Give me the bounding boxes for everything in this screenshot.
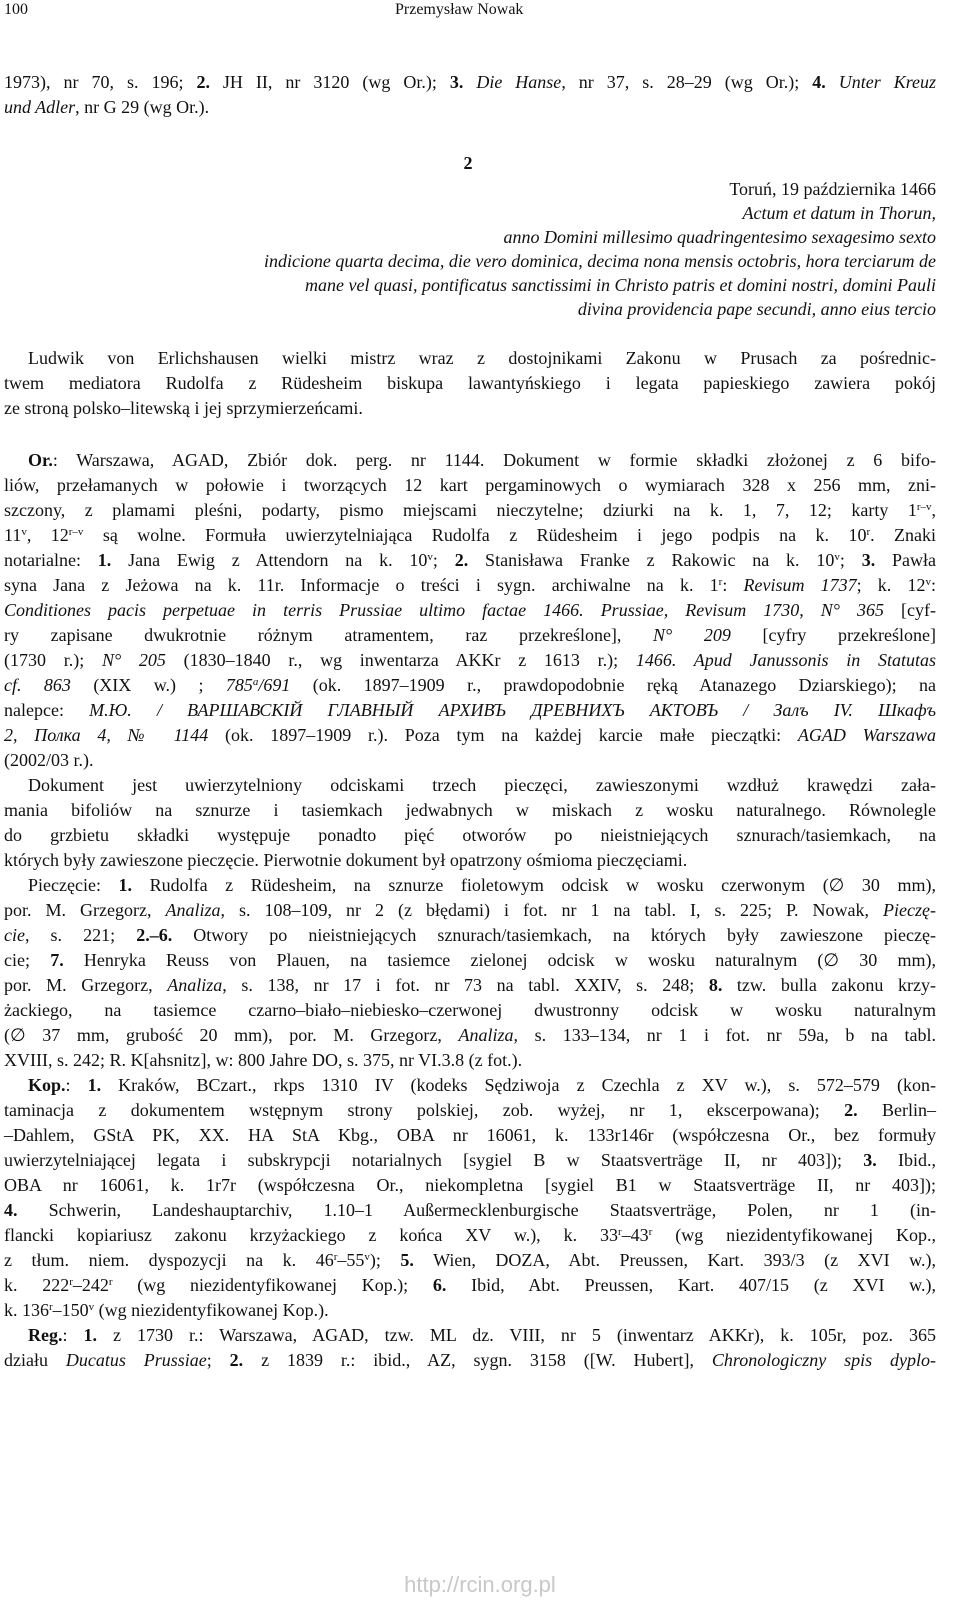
copies-line: flancki kopiariusz zakonu krzyżackiego z końca XV w.), k. 33$^r$–43$^r$ (wg niezidentyfikowanej Kop.,	[4, 1225, 936, 1245]
regest-line: Ludwik von Erlichshausen wielki mistrz wraz z dostojnikami Zakonu w Prusach za pośrednic-	[28, 348, 936, 368]
original-description-line: nalepce: M.Ю. / ВАРШАВСКIЙ ГЛАВНЫЙ АРХИВЪ ДРЕВНИХЪ АКТОВЪ / Залъ IV. Шкафъ	[4, 700, 936, 720]
copies-line: k. 136$^r$–150$^v$ (wg niezidentyfikowanej Kop.).	[4, 1300, 329, 1320]
original-description-line: 11$^v$, 12$^{r-v}$ są wolne. Formuła uwierzytelniająca Rudolfa z Rüdesheim i jego podpis na k. 10$^r$. Znaki	[4, 525, 937, 545]
prev-entry-line: und Adler, nr G 29 (wg Or.).	[4, 97, 210, 117]
seals-line: XVIII, s. 242; R. K[ahsnitz], w: 800 Jahre DO, s. 375, nr VI.3.8 (z fot.).	[4, 1050, 523, 1070]
page-number: 100	[4, 1, 28, 18]
dating-line: Actum et datum in Thorun,	[742, 203, 936, 223]
document-number: 2	[463, 153, 473, 173]
seals-line: żackiego, na tasiemce czarno–biało–niebiesko–czerwonej dwustronny odcisk w wosku naturalnym	[4, 1000, 936, 1020]
running-head	[0, 0, 960, 24]
dating-line: divina providencia pape secundi, anno eius tercio	[577, 299, 936, 319]
copies-line: OBA nr 16061, k. 1r7r (współczesna Or., niekompletna [sygiel B1 w Staatsverträge II, nr 403]);	[4, 1175, 936, 1195]
original-description-line: (2002/03 r.).	[4, 750, 94, 770]
copies-line: 4. Schwerin, Landeshauptarchiv, 1.10–1 Außermecklenburgische Staatsverträge, Polen, nr 1 (in-	[4, 1200, 936, 1220]
original-description-line: szczony, z plamami pleśni, podarty, pismo miejscami nieczytelne; dziurki na k. 1, 7, 12; karty 1$^{r-v}$,	[4, 500, 936, 520]
seals-line: cie, s. 221; 2.–6. Otwory po nieistniejących sznurach/tasiemkach, na których były zawieszone pieczę-	[4, 925, 936, 945]
copies-line: k. 222$^r$–242$^r$ (wg niezidentyfikowanej Kop.); 6. Ibid, Abt. Preussen, Kart. 407/15 (z XVI w.),	[4, 1275, 937, 1295]
dating-line: anno Domini millesimo quadringentesimo sexagesimo sexto	[503, 227, 936, 247]
place-date: Toruń, 19 października 1466	[729, 179, 936, 199]
dating-line: indicione quarta decima, die vero dominica, decima nona mensis octobris, hora terciarum de	[263, 251, 936, 271]
copies-line: taminacja z dokumentem wstępnym strony polskiej, zob. wyżej, nr 1, ekscerpowana); 2. Berlin–	[4, 1100, 936, 1120]
seals-line: (∅ 37 mm, grubość 20 mm), por. M. Grzegorz, Analiza, s. 133–134, nr 1 i fot. nr 59a, b na tabl.	[4, 1025, 936, 1045]
copies-line: uwierzytelniającej legata i subskrypcji notarialnych [sygiel B w Staatsverträge II, nr 403]); 3. Ibid.,	[4, 1150, 936, 1170]
original-description-line: 2, Полка 4, № 1144 (ok. 1897–1909 r.). Poza tym na każdej karcie małe pieczątki: AGAD Warszawa	[4, 725, 937, 745]
regests-line: działu Ducatus Prussiae; 2. z 1839 r.: ibid., AZ, sygn. 3158 ([W. Hubert], Chronologiczny spis dyplo-	[4, 1350, 936, 1370]
original-description-line: liów, przełamanych w połowie i tworzących 12 kart pergaminowych o wymiarach 328 x 256 mm, zni-	[4, 475, 936, 495]
seals-line: Pieczęcie: 1. Rudolfa z Rüdesheim, na sznurze fioletowym odcisk w wosku czerwonym (∅ 30 mm),	[28, 875, 937, 895]
original-description-line: Conditiones pacis perpetuae in terris Prussiae ultimo factae 1466. Prussiae, Revisum 1730, N° 365 [cyf-	[4, 600, 936, 620]
seals-line: cie; 7. Henryka Reuss von Plauen, na tasiemce zielonej odcisk w wosku naturalnym (∅ 30 mm),	[4, 950, 936, 970]
watermark-url: http://rcin.org.pl	[404, 1572, 556, 1597]
copies-line: z tłum. niem. dyspozycji na k. 46$^r$–55$^v$); 5. Wien, DOZA, Abt. Preussen, Kart. 393/3 (z XVI w.),	[4, 1250, 936, 1270]
seals-line: por. M. Grzegorz, Analiza, s. 138, nr 17 i fot. nr 73 na tabl. XXIV, s. 248; 8. tzw. bulla zakonu krzy-	[4, 975, 936, 995]
prev-entry-line: 1973), nr 70, s. 196; 2. JH II, nr 3120 (wg Or.); 3. Die Hanse, nr 37, s. 28–29 (wg Or.); 4. Unter Kreuz	[4, 72, 937, 92]
original-description-line: syna Jana z Jeżowa na k. 11r. Informacje o treści i sygn. archiwalne na k. 1$^r$: Revisum 1737; k. 12$^v$:	[4, 575, 936, 595]
copies-line: –Dahlem, GStA PK, XX. HA StA Kbg., OBA nr 16061, k. 133r146r (współczesna Or., bez formuły	[4, 1125, 936, 1145]
original-description-line: notarialne: 1. Jana Ewig z Attendorn na k. 10$^v$; 2. Stanisława Franke z Rakowic na k. 10$^v$; 3. Pawła	[4, 550, 937, 570]
regest-line: twem mediatora Rudolfa z Rüdesheim biskupa lawantyńskiego i legata papieskiego zawiera pokój	[4, 373, 936, 393]
seals-description-line: do grzbietu składki występuje ponadto pięć otworów po nieistniejących sznurach/tasiemkach, na	[4, 825, 936, 845]
seals-description-line: których były zawieszone pieczęcie. Pierwotnie dokument był opatrzony ośmioma pieczęciami.	[4, 850, 688, 870]
regest-line: ze stroną polsko–litewską i jej sprzymierzeńcami.	[4, 398, 363, 418]
original-description-line: Or.: Warszawa, AGAD, Zbiór dok. perg. nr 1144. Dokument w formie składki złożonej z 6 bifo-	[28, 450, 936, 470]
original-description-line: ry zapisane dwukrotnie różnym atramentem, raz przekreślone], N° 209 [cyfry przekreślone]	[4, 625, 936, 645]
original-description-line: cf. 863 (XIX w.) ; 785$^a$/691 (ok. 1897–1909 r., prawdopodobnie ręką Atanazego Dziarskiego); na	[4, 675, 937, 695]
copies-line: Kop.: 1. Kraków, BCzart., rkps 1310 IV (kodeks Sędziwoja z Czechla z XV w.), s. 572–579 (kon-	[28, 1075, 936, 1095]
running-head-author: Przemysław Nowak	[395, 1, 524, 18]
seals-description-line: Dokument jest uwierzytelniony odciskami trzech pieczęci, zawieszonymi wzdłuż krawędzi zała-	[28, 775, 936, 795]
original-description-line: (1730 r.); N° 205 (1830–1840 r., wg inwentarza AKKr z 1613 r.); 1466. Apud Janussonis in Statutas	[4, 650, 936, 670]
dating-line: mane vel quasi, pontificatus sanctissimi in Christo patris et domini nostri, domini Pauli	[304, 275, 936, 295]
seals-description-line: mania bifoliów na sznurze i tasiemkach jedwabnych w miskach z wosku naturalnego. Równolegle	[4, 800, 936, 820]
regests-line: Reg.: 1. z 1730 r.: Warszawa, AGAD, tzw. ML dz. VIII, nr 5 (inwentarz AKKr), k. 105r, poz. 365	[28, 1325, 936, 1345]
seals-line: por. M. Grzegorz, Analiza, s. 108–109, nr 2 (z błędami) i fot. nr 1 na tabl. I, s. 225; P. Nowak, Pieczę-	[4, 900, 936, 920]
